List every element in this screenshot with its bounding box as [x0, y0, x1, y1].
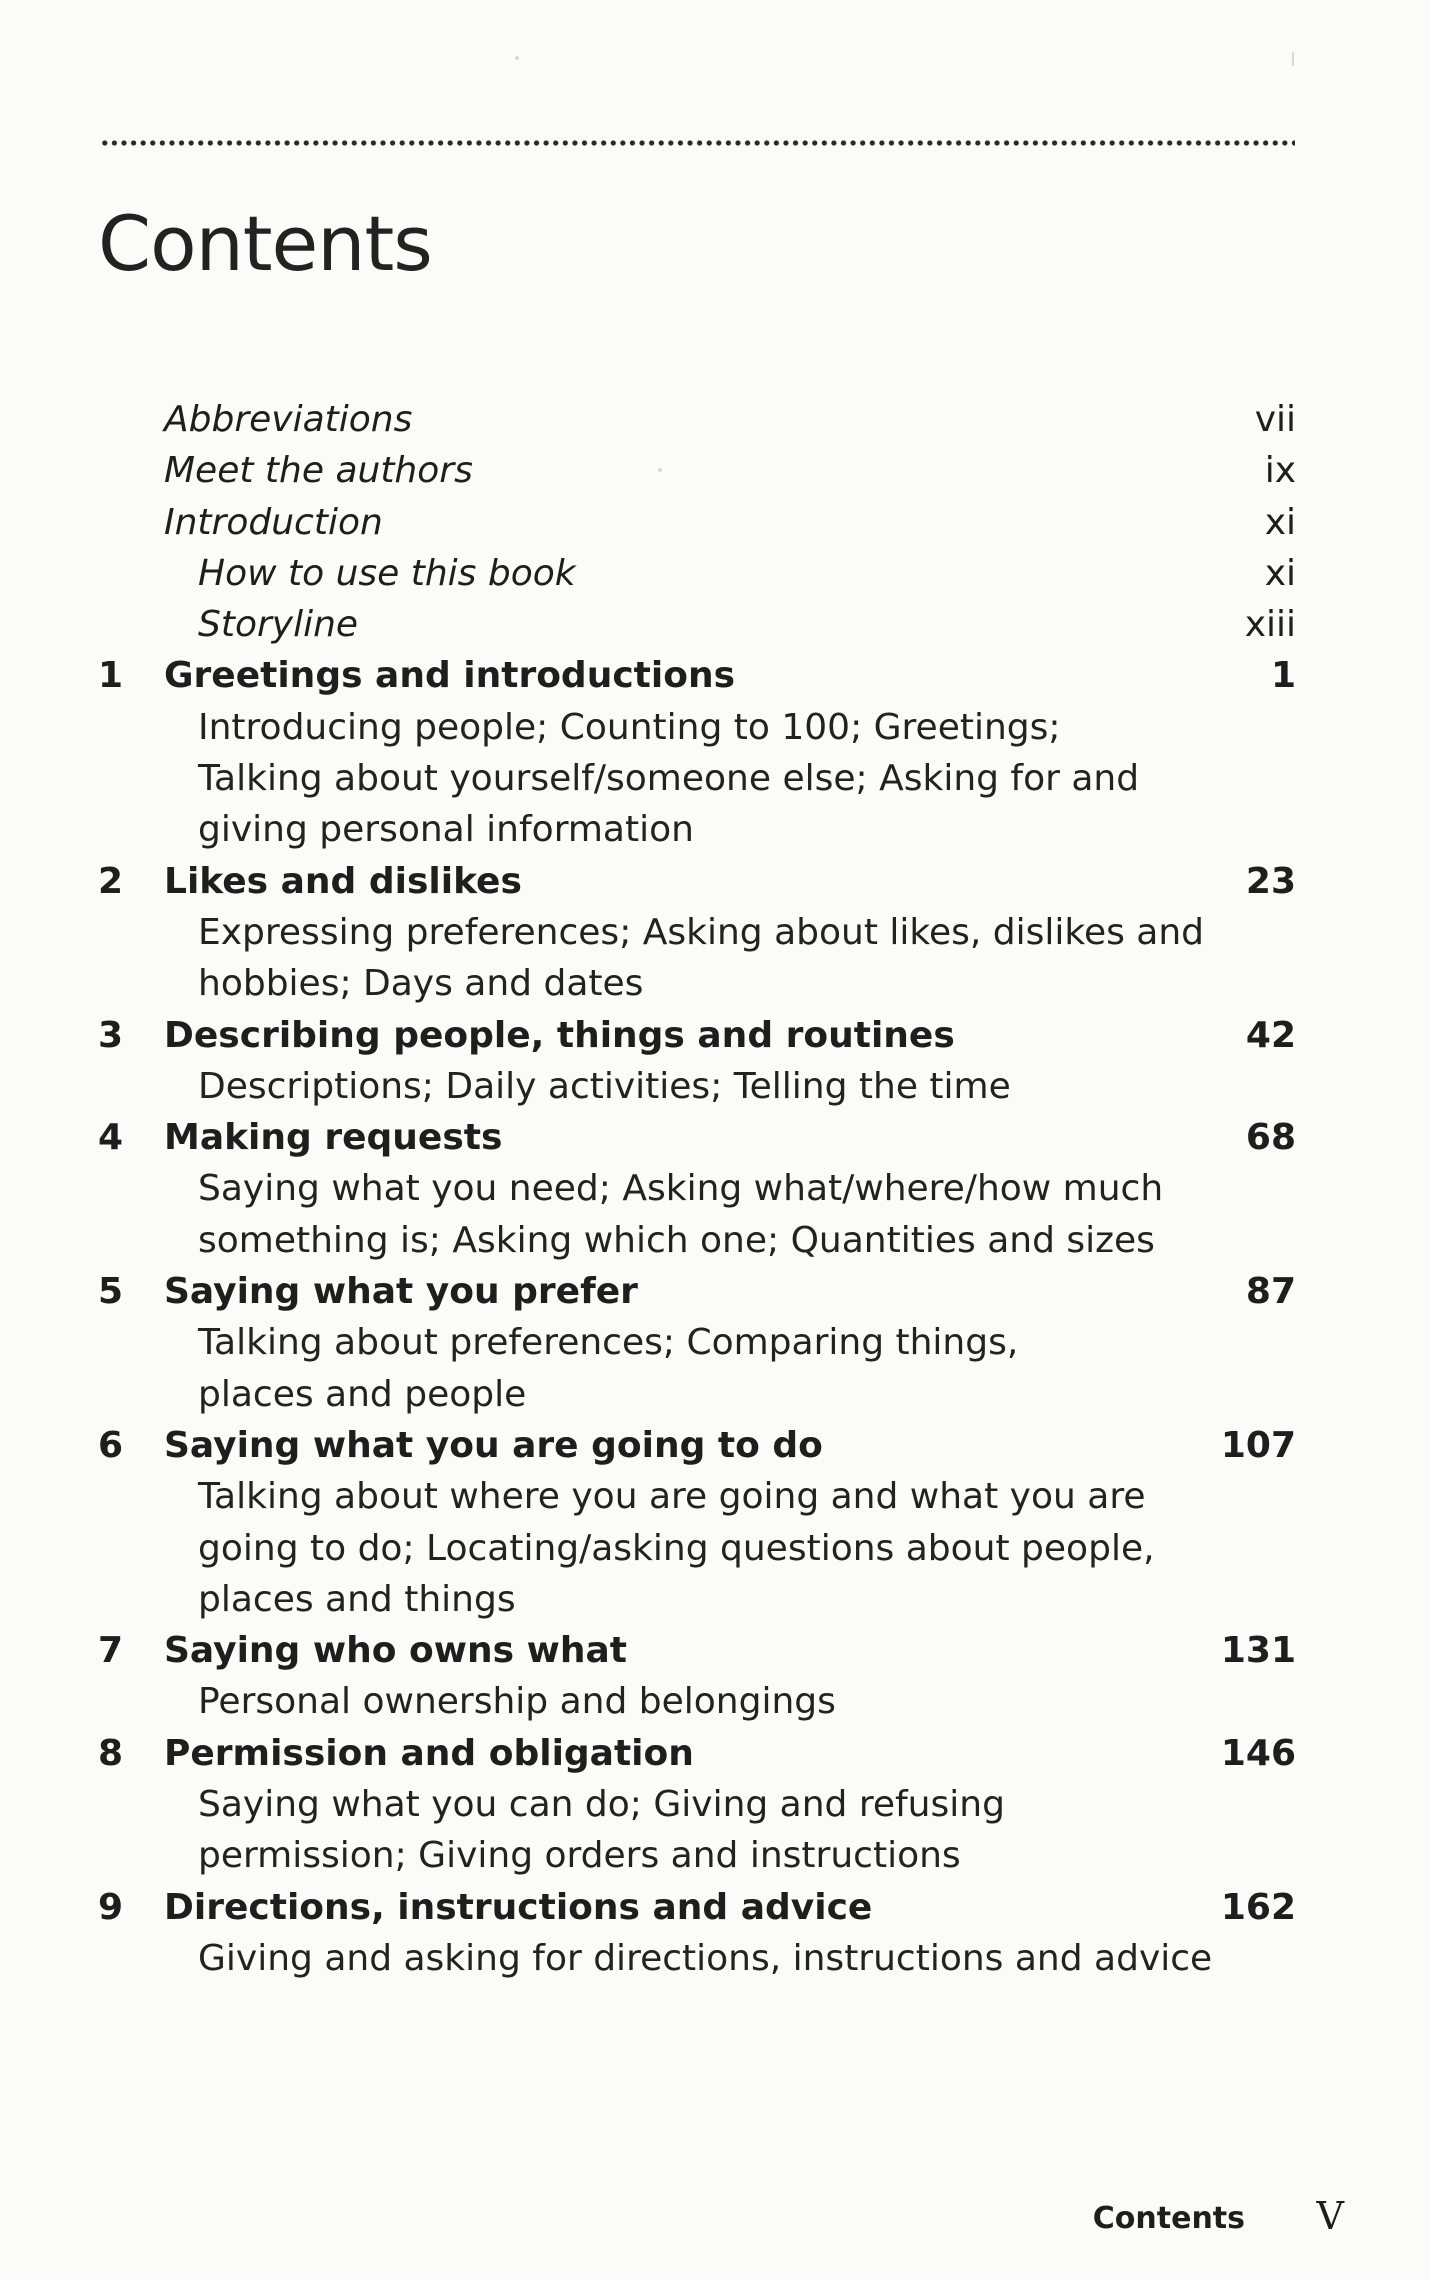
toc-chapter-entry[interactable]	[98, 856, 1296, 907]
chapter-number: 1	[98, 655, 124, 697]
chapter-description-line	[98, 1369, 1296, 1420]
scan-speck	[1292, 52, 1294, 66]
chapter-page: 131	[1220, 1630, 1296, 1672]
toc-front-matter-subentry[interactable]	[98, 548, 1296, 599]
chapter-page: 1	[1270, 655, 1296, 697]
chapter-description-line	[98, 1574, 1296, 1625]
toc-chapter-entry[interactable]	[98, 1266, 1296, 1317]
chapter-number: 7	[98, 1630, 124, 1672]
toc-entry-title: Introduction	[164, 501, 383, 543]
chapter-description-text: Saying what you can do; Giving and refusing	[198, 1784, 1005, 1826]
chapter-description-line	[98, 804, 1296, 855]
toc-entry-page: vii	[1254, 399, 1296, 440]
chapter-description-line	[98, 1523, 1296, 1574]
chapter-description-line	[98, 958, 1296, 1009]
chapter-description-text: Giving and asking for directions, instructions and advice	[198, 1937, 1213, 1979]
chapter-description-line	[98, 1830, 1296, 1881]
toc-entry-page: ix	[1264, 450, 1296, 492]
chapter-title: Saying what you prefer	[164, 1271, 638, 1313]
chapter-number: 2	[98, 860, 124, 902]
toc-front-matter-entry[interactable]	[98, 445, 1296, 496]
chapter-page: 42	[1245, 1014, 1296, 1056]
running-footer-label: Contents	[1092, 2201, 1245, 2236]
toc-chapter-entry[interactable]	[98, 1420, 1296, 1471]
toc-chapter-entry[interactable]	[98, 1112, 1296, 1163]
chapter-page: 162	[1220, 1886, 1296, 1928]
toc-entry-title: Meet the authors	[164, 450, 473, 492]
dotted-divider	[100, 139, 1295, 147]
chapter-description-line	[98, 907, 1296, 958]
toc-chapter-entry[interactable]	[98, 1010, 1296, 1061]
chapter-description-text: Expressing preferences; Asking about likes, dislikes and	[198, 911, 1205, 953]
chapter-page: 107	[1220, 1424, 1296, 1466]
toc-chapter-entry[interactable]	[98, 650, 1296, 701]
chapter-description-text: places and things	[198, 1578, 516, 1620]
chapter-page: 87	[1245, 1271, 1296, 1313]
toc-entry-page: xiii	[1244, 604, 1296, 646]
chapter-number: 3	[98, 1014, 124, 1056]
chapter-description-text: hobbies; Days and dates	[198, 963, 644, 1005]
chapter-description-text: Saying what you need; Asking what/where/how much	[198, 1168, 1164, 1210]
chapter-description-line	[98, 1163, 1296, 1214]
chapter-description-text: Descriptions; Daily activities; Telling the time	[198, 1065, 1011, 1107]
chapter-title: Saying who owns what	[164, 1630, 627, 1672]
chapter-number: 4	[98, 1117, 124, 1159]
chapter-description-line	[98, 1933, 1296, 1984]
scan-speck	[515, 56, 519, 60]
chapter-title: Describing people, things and routines	[164, 1014, 955, 1056]
chapter-description-text: something is; Asking which one; Quantities and sizes	[198, 1219, 1155, 1261]
toc-front-matter-subentry[interactable]	[98, 599, 1296, 650]
chapter-description-text: places and people	[198, 1373, 527, 1415]
toc-entry-page: xi	[1264, 552, 1296, 594]
toc-entry-title: How to use this book	[198, 552, 576, 594]
chapter-description-line	[98, 753, 1296, 804]
chapter-title: Saying what you are going to do	[164, 1424, 823, 1466]
chapter-description-line	[98, 1779, 1296, 1830]
chapter-description-line	[98, 1061, 1296, 1112]
chapter-title: Making requests	[164, 1117, 503, 1159]
page-title: Contents	[98, 199, 432, 288]
toc-chapter-entry[interactable]	[98, 1728, 1296, 1779]
chapter-description-text: Introducing people; Counting to 100; Greetings;	[198, 706, 1061, 748]
chapter-title: Greetings and introductions	[164, 655, 736, 697]
chapter-number: 6	[98, 1424, 124, 1466]
chapter-description-line	[98, 1676, 1296, 1727]
chapter-number: 9	[98, 1886, 124, 1928]
chapter-description-line	[98, 1317, 1296, 1368]
toc-chapter-entry[interactable]	[98, 1882, 1296, 1933]
chapter-description-text: giving personal information	[198, 809, 694, 851]
toc-front-matter-entry[interactable]	[98, 394, 1296, 445]
folio-page-number: V	[1316, 2194, 1344, 2238]
chapter-description-text: going to do; Locating/asking questions about people,	[198, 1527, 1155, 1569]
chapter-title: Likes and dislikes	[164, 860, 522, 902]
toc-entry-title: Storyline	[198, 604, 359, 646]
chapter-title: Directions, instructions and advice	[164, 1886, 873, 1928]
chapter-page: 23	[1245, 860, 1296, 902]
chapter-page: 146	[1220, 1732, 1296, 1774]
toc-front-matter-entry[interactable]	[98, 497, 1296, 548]
chapter-number: 8	[98, 1732, 124, 1774]
toc-entry-title: Abbreviations	[164, 399, 413, 440]
chapter-page: 68	[1245, 1117, 1296, 1159]
toc-entry-page: xi	[1264, 501, 1296, 543]
chapter-description-text: permission; Giving orders and instructions	[198, 1835, 961, 1877]
chapter-description-text: Talking about where you are going and what you are	[198, 1476, 1146, 1518]
chapter-description-line	[98, 1471, 1296, 1522]
chapter-description-text: Personal ownership and belongings	[198, 1681, 836, 1723]
chapter-number: 5	[98, 1271, 124, 1313]
chapter-description-text: Talking about yourself/someone else; Asking for and	[198, 758, 1140, 800]
chapter-description-text: Talking about preferences; Comparing things,	[198, 1322, 1019, 1364]
toc-chapter-entry[interactable]	[98, 1625, 1296, 1676]
chapter-description-line	[98, 702, 1296, 753]
chapter-description-line	[98, 1215, 1296, 1266]
chapter-title: Permission and obligation	[164, 1732, 694, 1774]
table-of-contents	[98, 394, 1296, 1984]
